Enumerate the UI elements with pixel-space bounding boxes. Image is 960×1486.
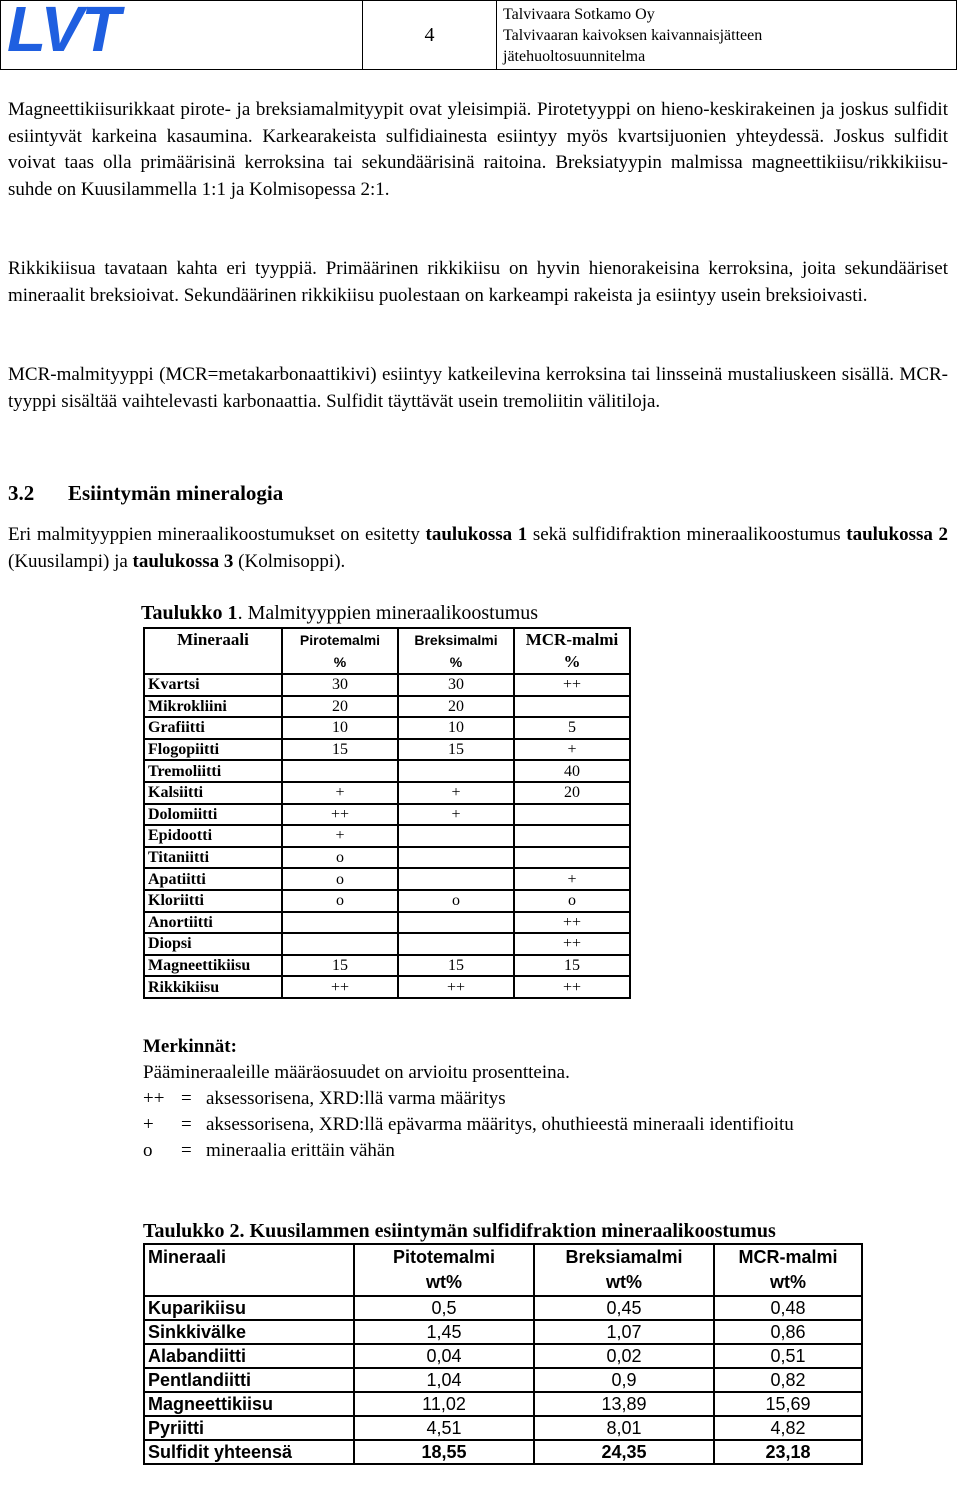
mineral-name-cell: Pyriitti xyxy=(144,1416,354,1440)
value-cell: 0,02 xyxy=(534,1344,714,1368)
paragraph-text: Rikkikiisua tavataan kahta eri tyyppiä. Primäärinen rikkikiisu on hyvin hienorakeisina kerroksina, joita sekundääriset mineraalit breksioivat. Sekundäärinen rikkikiisu puolestaan on karkeampi rakeista ja esiintyy usein breksioivasti. xyxy=(8,258,948,306)
table-header-row xyxy=(144,1244,862,1296)
table-header-row xyxy=(144,628,630,674)
table-row xyxy=(144,868,630,890)
section-intro-text: Eri malmityyppien mineraalikoostumukset on esitetty taulukossa 1 sekä sulfidifraktion mineraalikoostumus taulukossa 2 (Kuusilampi) ja taulukossa 3 (Kolmisoppi). xyxy=(8,524,948,572)
value-cell: 5 xyxy=(514,717,630,739)
value-cell: 0,5 xyxy=(354,1296,534,1320)
value-cell xyxy=(398,933,514,955)
value-cell: 30 xyxy=(282,674,398,696)
value-cell: 15 xyxy=(282,739,398,761)
value-cell: 15 xyxy=(282,955,398,977)
value-cell: ++ xyxy=(398,976,514,998)
table-row xyxy=(144,847,630,869)
value-cell: + xyxy=(282,825,398,847)
page-number: 4 xyxy=(363,1,497,69)
mineral-name-cell: Tremoliitti xyxy=(144,760,282,782)
value-cell xyxy=(514,804,630,826)
value-cell: 0,9 xyxy=(534,1368,714,1392)
value-cell: ++ xyxy=(514,976,630,998)
document-title-line-1: Talvivaaran kaivoksen kaivannaisjätteen xyxy=(503,27,763,44)
table-cell: 23,18 xyxy=(714,1440,862,1464)
paragraph-text: Magneettikiisurikkaat pirote- ja breksiamalmityypit ovat yleisimpiä. Pirotetyyppi on hieno-keskirakeinen ja joskus sulfidit esiintyvät karkeina kasaumina. Karkearakeista sulfidiainesta esiintyy myös kvartsijuonien yhteydessä. Joskus sulfidit voivat taas olla primäärisinä kerroksina tai sekundäärisinä raitoina. Breksiatyypin malmissa magneettikiisu/rikkikiisu-suhde on Kuusilammella 1:1 ja Kolmisopessa 2:1. xyxy=(8,99,948,200)
logo-cell xyxy=(1,1,363,69)
notes-line: Päämineraaleille määräosuudet on arvioitu prosentteina. xyxy=(143,1062,570,1083)
notes-title: Merkinnät: xyxy=(143,1036,237,1057)
paragraph-ore-types xyxy=(8,97,948,203)
table-row xyxy=(144,804,630,826)
value-cell: 1,04 xyxy=(354,1368,534,1392)
value-cell xyxy=(398,912,514,934)
table1-notes xyxy=(143,1034,794,1164)
mineral-name-cell: Kalsiitti xyxy=(144,782,282,804)
value-cell: 13,89 xyxy=(534,1392,714,1416)
value-cell: 15 xyxy=(398,739,514,761)
page-header xyxy=(0,0,957,70)
value-cell: o xyxy=(282,847,398,869)
mineral-name-cell: Kuparikiisu xyxy=(144,1296,354,1320)
column-header: MCR-malmi wt% xyxy=(714,1244,862,1296)
value-cell xyxy=(514,847,630,869)
table-row xyxy=(144,696,630,718)
table-row xyxy=(144,739,630,761)
value-cell: o xyxy=(282,890,398,912)
value-cell: + xyxy=(514,868,630,890)
table-row xyxy=(144,890,630,912)
value-cell: 1,45 xyxy=(354,1320,534,1344)
mineral-name-cell: Pentlandiitti xyxy=(144,1368,354,1392)
value-cell: 30 xyxy=(398,674,514,696)
note-item: o = mineraalia erittäin vähän xyxy=(143,1140,395,1161)
value-cell: 15 xyxy=(514,955,630,977)
mineral-name-cell: Epidootti xyxy=(144,825,282,847)
value-cell: 8,01 xyxy=(534,1416,714,1440)
mineral-name-cell: Anortiitti xyxy=(144,912,282,934)
table-row xyxy=(144,760,630,782)
section-number: 3.2 xyxy=(8,481,35,505)
value-cell: 11,02 xyxy=(354,1392,534,1416)
value-cell xyxy=(398,760,514,782)
mineral-name-cell: Dolomiitti xyxy=(144,804,282,826)
value-cell: + xyxy=(398,782,514,804)
value-cell: 4,82 xyxy=(714,1416,862,1440)
value-cell: 15 xyxy=(398,955,514,977)
value-cell: 20 xyxy=(282,696,398,718)
value-cell xyxy=(514,825,630,847)
value-cell xyxy=(282,933,398,955)
value-cell xyxy=(282,760,398,782)
value-cell: ++ xyxy=(282,976,398,998)
mineral-name-cell: Flogopiitti xyxy=(144,739,282,761)
value-cell xyxy=(282,912,398,934)
table-row xyxy=(144,955,630,977)
table-cell: Sulfidit yhteensä xyxy=(144,1440,354,1464)
value-cell: 4,51 xyxy=(354,1416,534,1440)
value-cell xyxy=(398,847,514,869)
mineral-name-cell: Alabandiitti xyxy=(144,1344,354,1368)
header-info xyxy=(497,1,956,69)
table-row xyxy=(144,933,630,955)
column-header: Breksiamalmi wt% xyxy=(534,1244,714,1296)
value-cell: 0,86 xyxy=(714,1320,862,1344)
table1-mineral-composition xyxy=(143,627,631,999)
paragraph-mcr xyxy=(8,362,948,415)
value-cell: 0,48 xyxy=(714,1296,862,1320)
value-cell: 20 xyxy=(514,782,630,804)
value-cell: + xyxy=(398,804,514,826)
table-cell: 18,55 xyxy=(354,1440,534,1464)
mineral-name-cell: Rikkikiisu xyxy=(144,976,282,998)
table-row xyxy=(144,1296,862,1320)
value-cell: o xyxy=(398,890,514,912)
value-cell: ++ xyxy=(514,912,630,934)
mineral-name-cell: Diopsi xyxy=(144,933,282,955)
mineral-name-cell: Magneettikiisu xyxy=(144,1392,354,1416)
value-cell: ++ xyxy=(282,804,398,826)
mineral-name-cell: Grafiitti xyxy=(144,717,282,739)
value-cell: 0,51 xyxy=(714,1344,862,1368)
mineral-name-cell: Kvartsi xyxy=(144,674,282,696)
section-intro xyxy=(8,522,948,575)
table-row xyxy=(144,674,630,696)
value-cell: o xyxy=(282,868,398,890)
table-row xyxy=(144,825,630,847)
value-cell: 10 xyxy=(398,717,514,739)
value-cell xyxy=(514,696,630,718)
document-title-line-2: jätehuoltosuunnitelma xyxy=(503,48,646,65)
mineral-name-cell: Magneettikiisu xyxy=(144,955,282,977)
table-row xyxy=(144,1344,862,1368)
paragraph-pyrite xyxy=(8,256,948,309)
mineral-name-cell: Titaniitti xyxy=(144,847,282,869)
table-row xyxy=(144,912,630,934)
value-cell: 0,82 xyxy=(714,1368,862,1392)
section-title: Esiintymän mineralogia xyxy=(68,481,284,505)
column-header: Pitotemalmi wt% xyxy=(354,1244,534,1296)
mineral-name-cell: Apatiitti xyxy=(144,868,282,890)
column-header: Mineraali xyxy=(144,628,282,674)
table1-caption: Taulukko 1. Malmityyppien mineraalikoostumus xyxy=(141,602,539,624)
note-item: + = aksessorisena, XRD:llä epävarma määritys, ohuthieestä mineraali identifioitu xyxy=(143,1114,794,1135)
table-row xyxy=(144,782,630,804)
table2-caption: Taulukko 2. Kuusilammen esiintymän sulfidifraktion mineraalikoostumus xyxy=(143,1220,776,1242)
table-row xyxy=(144,1416,862,1440)
value-cell: 10 xyxy=(282,717,398,739)
value-cell xyxy=(398,825,514,847)
column-header: Pirotemalmi % xyxy=(282,628,398,674)
value-cell: + xyxy=(514,739,630,761)
paragraph-text: MCR-malmityyppi (MCR=metakarbonaattikivi) esiintyy katkeilevina kerroksina tai linsseinä mustaliuskeen sisällä. MCR-tyyppi sisältää vaihtelevasti karbonaattia. Sulfidit täyttävät usein tremoliitin välitiloja. xyxy=(8,364,948,412)
column-header: Mineraali xyxy=(144,1244,354,1296)
value-cell: 40 xyxy=(514,760,630,782)
table-row xyxy=(144,1392,862,1416)
table-row xyxy=(144,717,630,739)
column-header: MCR-malmi % xyxy=(514,628,630,674)
table-row xyxy=(144,1320,862,1344)
table-total-row xyxy=(144,1440,862,1464)
table-cell: 24,35 xyxy=(534,1440,714,1464)
value-cell: + xyxy=(282,782,398,804)
value-cell: 20 xyxy=(398,696,514,718)
company-logo: LVT xyxy=(7,0,119,65)
section-heading xyxy=(8,481,283,506)
value-cell: 15,69 xyxy=(714,1392,862,1416)
value-cell: 0,45 xyxy=(534,1296,714,1320)
value-cell: ++ xyxy=(514,674,630,696)
value-cell: 1,07 xyxy=(534,1320,714,1344)
value-cell: o xyxy=(514,890,630,912)
value-cell: ++ xyxy=(514,933,630,955)
note-item: ++ = aksessorisena, XRD:llä varma määritys xyxy=(143,1088,506,1109)
table-row xyxy=(144,1368,862,1392)
value-cell: 0,04 xyxy=(354,1344,534,1368)
value-cell xyxy=(398,868,514,890)
company-name: Talvivaara Sotkamo Oy xyxy=(503,6,655,23)
mineral-name-cell: Kloriitti xyxy=(144,890,282,912)
column-header: Breksimalmi % xyxy=(398,628,514,674)
mineral-name-cell: Mikrokliini xyxy=(144,696,282,718)
table-row xyxy=(144,976,630,998)
mineral-name-cell: Sinkkivälke xyxy=(144,1320,354,1344)
table2-sulfide-composition xyxy=(143,1243,863,1465)
